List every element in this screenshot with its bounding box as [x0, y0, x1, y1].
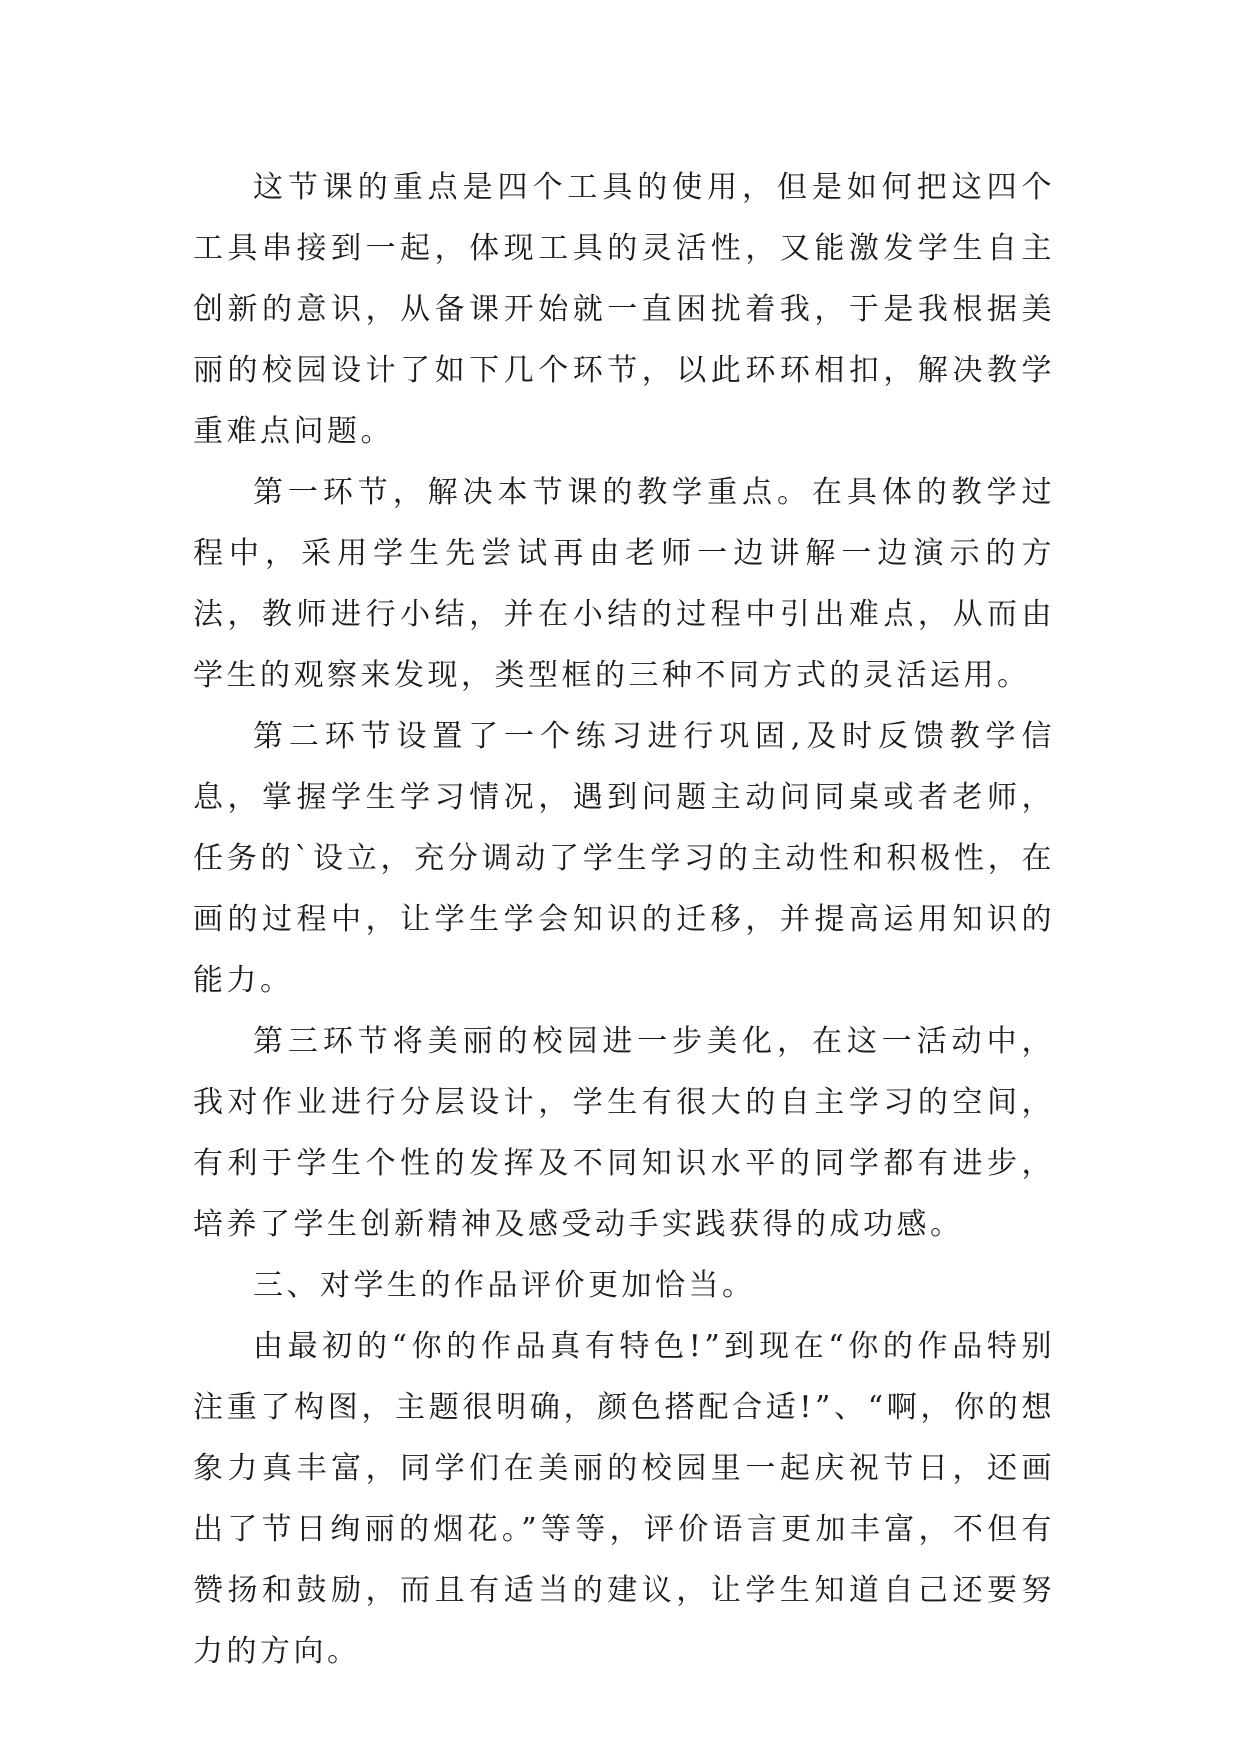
paragraph-evaluation: 由最初的“你的作品真有特色!”到现在“你的作品特别注重了构图，主题很明确，颜色搭配合适!”、“啊，你的想象力真丰富，同学们在美丽的校园里一起庆祝节日，还画出了节日绚丽的烟花。”等等，评价语言更加丰富，不但有赞扬和鼓励，而且有适当的建议，让学生知道自己还要努力的方向。 [193, 1329, 1055, 1669]
paragraph-first-stage: 第一环节，解决本节课的教学重点。在具体的教学过程中，采用学生先尝试再由老师一边讲解一边演示的方法，教师进行小结，并在小结的过程中引出难点，从而由学生的观察来发现，类型框的三种不同方式的灵活运用。 [193, 475, 1055, 693]
paragraph-lesson-focus: 这节课的重点是四个工具的使用，但是如何把这四个工具串接到一起，体现工具的灵活性，又能激发学生自主创新的意识，从备课开始就一直困扰着我，于是我根据美丽的校园设计了如下几个环节，以此环环相扣，解决教学重难点问题。 [193, 170, 1055, 449]
document-body [193, 157, 1055, 1682]
paragraph-second-stage: 第二环节设置了一个练习进行巩固,及时反馈教学信息，掌握学生学习情况，遇到问题主动问同桌或者老师，任务的`设立，充分调动了学生学习的主动性和积极性，在画的过程中，让学生学会知识的迁移，并提高运用知识的能力。 [193, 719, 1055, 998]
section-heading-evaluation: 三、对学生的作品评价更加恰当。 [253, 1268, 756, 1303]
paragraph-third-stage: 第三环节将美丽的校园进一步美化，在这一活动中，我对作业进行分层设计，学生有很大的自主学习的空间，有利于学生个性的发挥及不同知识水平的同学都有进步，培养了学生创新精神及感受动手实践获得的成功感。 [193, 1024, 1055, 1242]
